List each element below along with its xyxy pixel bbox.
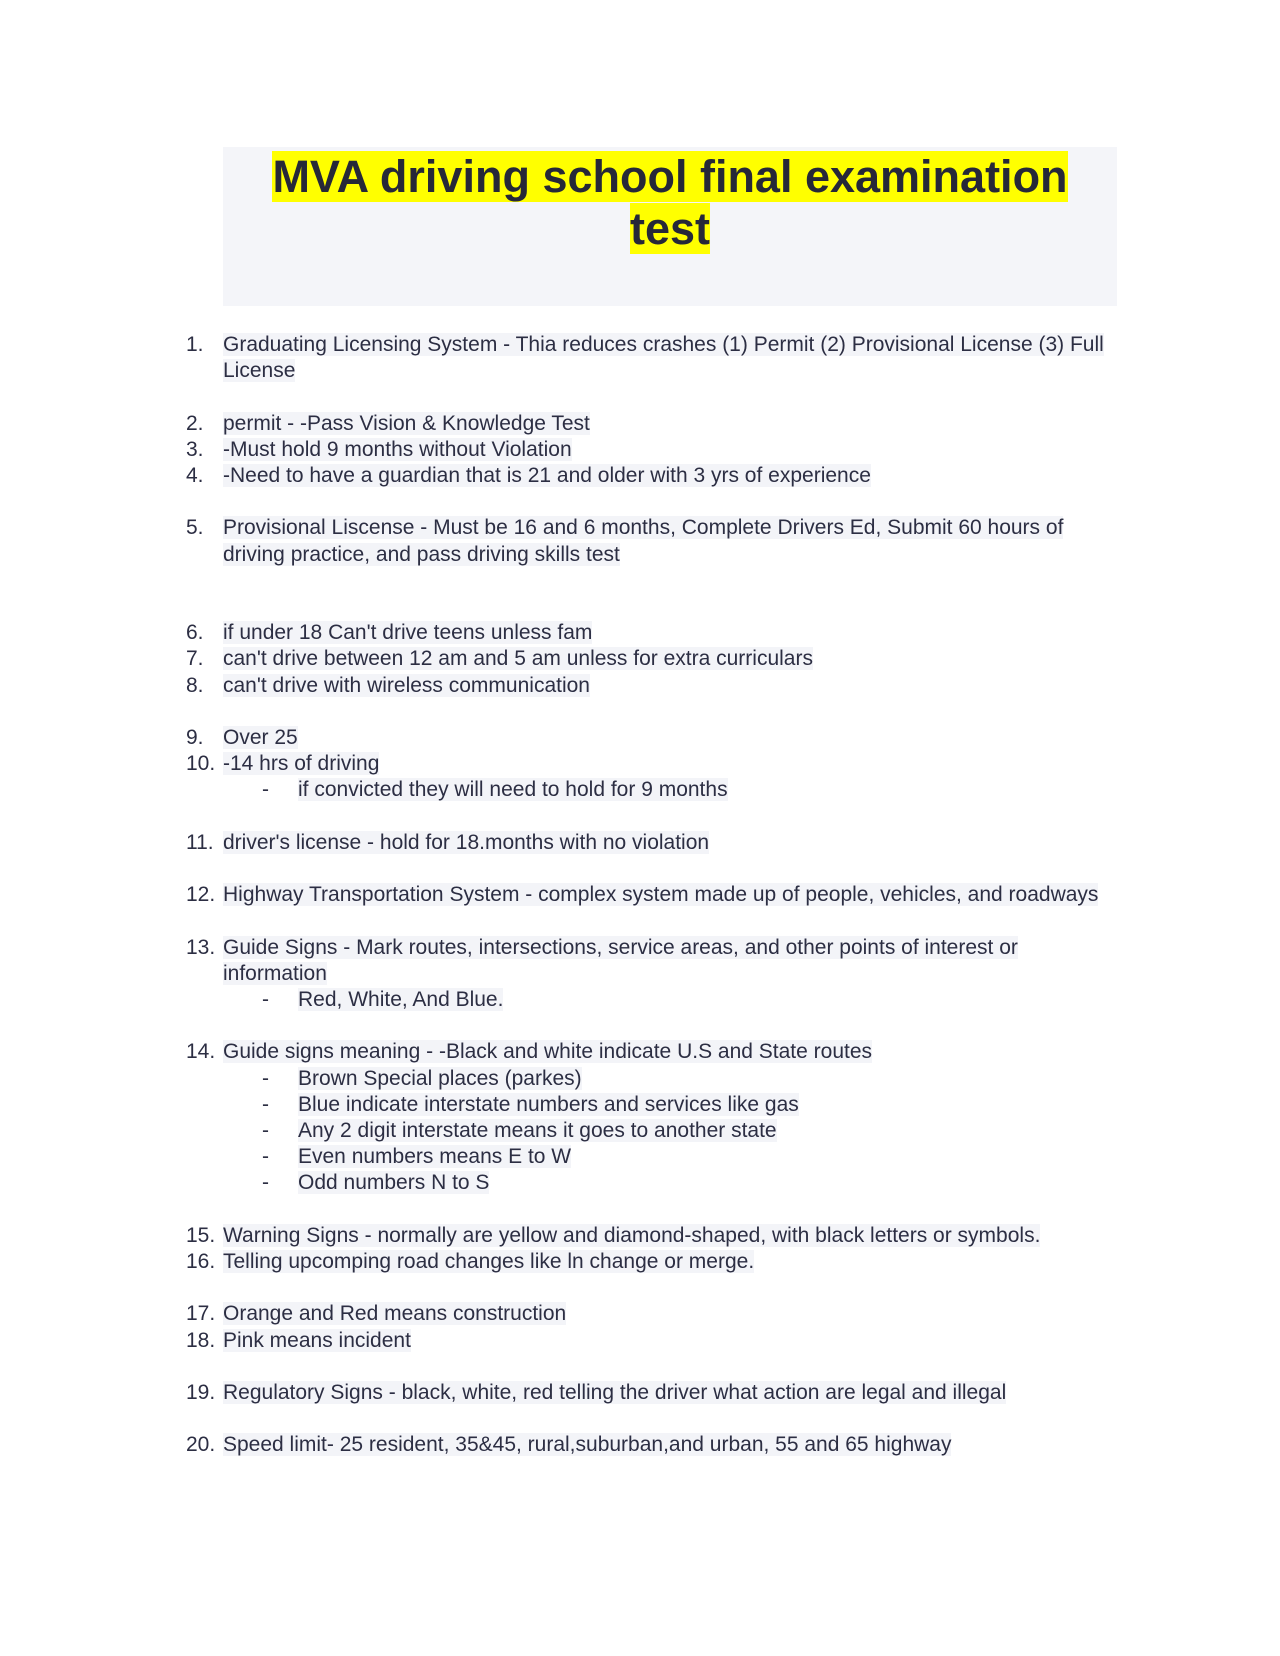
item-number: 11. [186, 830, 214, 854]
list-item [0, 1301, 1123, 1327]
item-text: -Must hold 9 months without Violation [223, 437, 572, 461]
dash-bullet: - [262, 1171, 269, 1195]
item-number: 9. [186, 725, 204, 749]
item-text: Over 25 [223, 725, 298, 749]
item-number: 13. [186, 935, 216, 959]
item-number: 17. [186, 1302, 216, 1326]
item-text: Provisional Liscense - Must be 16 and 6 months, Complete Drivers Ed, Submit 60 hours of driving practice, and pass driving skills test [223, 516, 1064, 566]
list-item [0, 673, 1123, 699]
sub-item-text: Any 2 digit interstate means it goes to another state [298, 1118, 777, 1142]
document-title: MVA driving school final examination test [272, 151, 1068, 254]
list-item [0, 620, 1123, 646]
item-text: if under 18 Can't drive teens unless fam [223, 621, 593, 645]
list-item [0, 1223, 1123, 1249]
item-number: 6. [186, 621, 204, 645]
list-item [0, 935, 1123, 987]
spacer [0, 384, 1280, 410]
sub-item-text: Red, White, And Blue. [298, 987, 504, 1011]
item-text: can't drive between 12 am and 5 am unless for extra curriculars [223, 647, 813, 671]
sub-item [0, 1144, 1280, 1170]
item-text: Pink means incident [223, 1328, 411, 1352]
spacer [0, 1197, 1280, 1223]
sub-item [0, 1118, 1280, 1144]
sub-item [0, 1092, 1280, 1118]
item-text: Guide signs meaning - -Black and white indicate U.S and State routes [223, 1040, 873, 1064]
sub-item [0, 987, 1280, 1013]
item-text: Telling upcomping road changes like ln change or merge. [223, 1249, 755, 1273]
sub-item [0, 1170, 1280, 1196]
sub-item-text: Odd numbers N to S [298, 1171, 490, 1195]
list-item [0, 646, 1123, 672]
dash-bullet: - [262, 987, 269, 1011]
item-text: Regulatory Signs - black, white, red telling the driver what action are legal and illegal [223, 1380, 1007, 1404]
item-number: 4. [186, 464, 204, 487]
item-text: Graduating Licensing System - Thia reduces crashes (1) Permit (2) Provisional License (3) Full License [223, 333, 1104, 383]
item-number: 10. [186, 752, 216, 776]
list-item [0, 1249, 1123, 1275]
list-item [0, 1039, 1123, 1065]
numbered-list [0, 332, 1280, 1459]
item-number: 15. [186, 1223, 216, 1247]
item-number: 20. [186, 1433, 216, 1457]
item-text: Guide Signs - Mark routes, intersections, service areas, and other points of interest or information [223, 935, 1018, 985]
dash-bullet: - [262, 1092, 269, 1116]
sub-item-text: Even numbers means E to W [298, 1145, 572, 1169]
dash-bullet: - [262, 1145, 269, 1169]
spacer [0, 1275, 1280, 1301]
item-text: can't drive with wireless communication [223, 673, 590, 697]
list-item [0, 830, 1123, 856]
item-text: -Need to have a guardian that is 21 and older with 3 yrs of experience [223, 464, 871, 487]
list-item [0, 751, 1123, 777]
item-text: Highway Transportation System - complex system made up of people, vehicles, and roadways [223, 883, 1099, 907]
spacer [0, 699, 1280, 725]
dash-bullet: - [262, 1118, 269, 1142]
list-item [0, 725, 1123, 751]
item-number: 7. [186, 647, 204, 671]
list-item [0, 882, 1123, 908]
item-text: Warning Signs - normally are yellow and diamond-shaped, with black letters or symbols. [223, 1223, 1041, 1247]
spacer [0, 489, 1280, 515]
list-item [0, 1328, 1123, 1354]
item-text: Orange and Red means construction [223, 1302, 567, 1326]
sub-item-text: Blue indicate interstate numbers and services like gas [298, 1092, 799, 1116]
spacer [0, 1013, 1280, 1039]
spacer [0, 1406, 1280, 1432]
spacer [0, 856, 1280, 882]
list-item [0, 437, 1123, 463]
item-number: 19. [186, 1380, 216, 1404]
list-item [0, 1380, 1123, 1406]
dash-bullet: - [262, 778, 269, 802]
title-block [223, 147, 1117, 306]
list-item [0, 411, 1123, 437]
item-number: 16. [186, 1249, 216, 1273]
item-number: 18. [186, 1328, 216, 1352]
item-number: 14. [186, 1040, 216, 1064]
sub-item [0, 777, 1280, 803]
spacer [0, 804, 1280, 830]
item-text: permit - -Pass Vision & Knowledge Test [223, 411, 590, 435]
item-number: 1. [186, 333, 204, 356]
list-item [0, 463, 1123, 489]
list-item [0, 332, 1123, 384]
item-number: 5. [186, 516, 204, 540]
dash-bullet: - [262, 1066, 269, 1090]
item-text: Speed limit- 25 resident, 35&45, rural,suburban,and urban, 55 and 65 highway [223, 1433, 952, 1457]
spacer [0, 568, 1280, 620]
list-item [0, 1432, 1123, 1458]
sub-item [0, 1066, 1280, 1092]
spacer [0, 1354, 1280, 1380]
list-item [0, 515, 1123, 567]
spacer [0, 908, 1280, 934]
sub-item-text: if convicted they will need to hold for 9 months [298, 778, 728, 802]
item-text: driver's license - hold for 18.months with no violation [223, 830, 710, 854]
item-number: 8. [186, 673, 204, 697]
item-number: 3. [186, 437, 204, 461]
item-number: 12. [186, 883, 216, 907]
item-number: 2. [186, 411, 204, 435]
item-text: -14 hrs of driving [223, 752, 380, 776]
sub-item-text: Brown Special places (parkes) [298, 1066, 582, 1090]
